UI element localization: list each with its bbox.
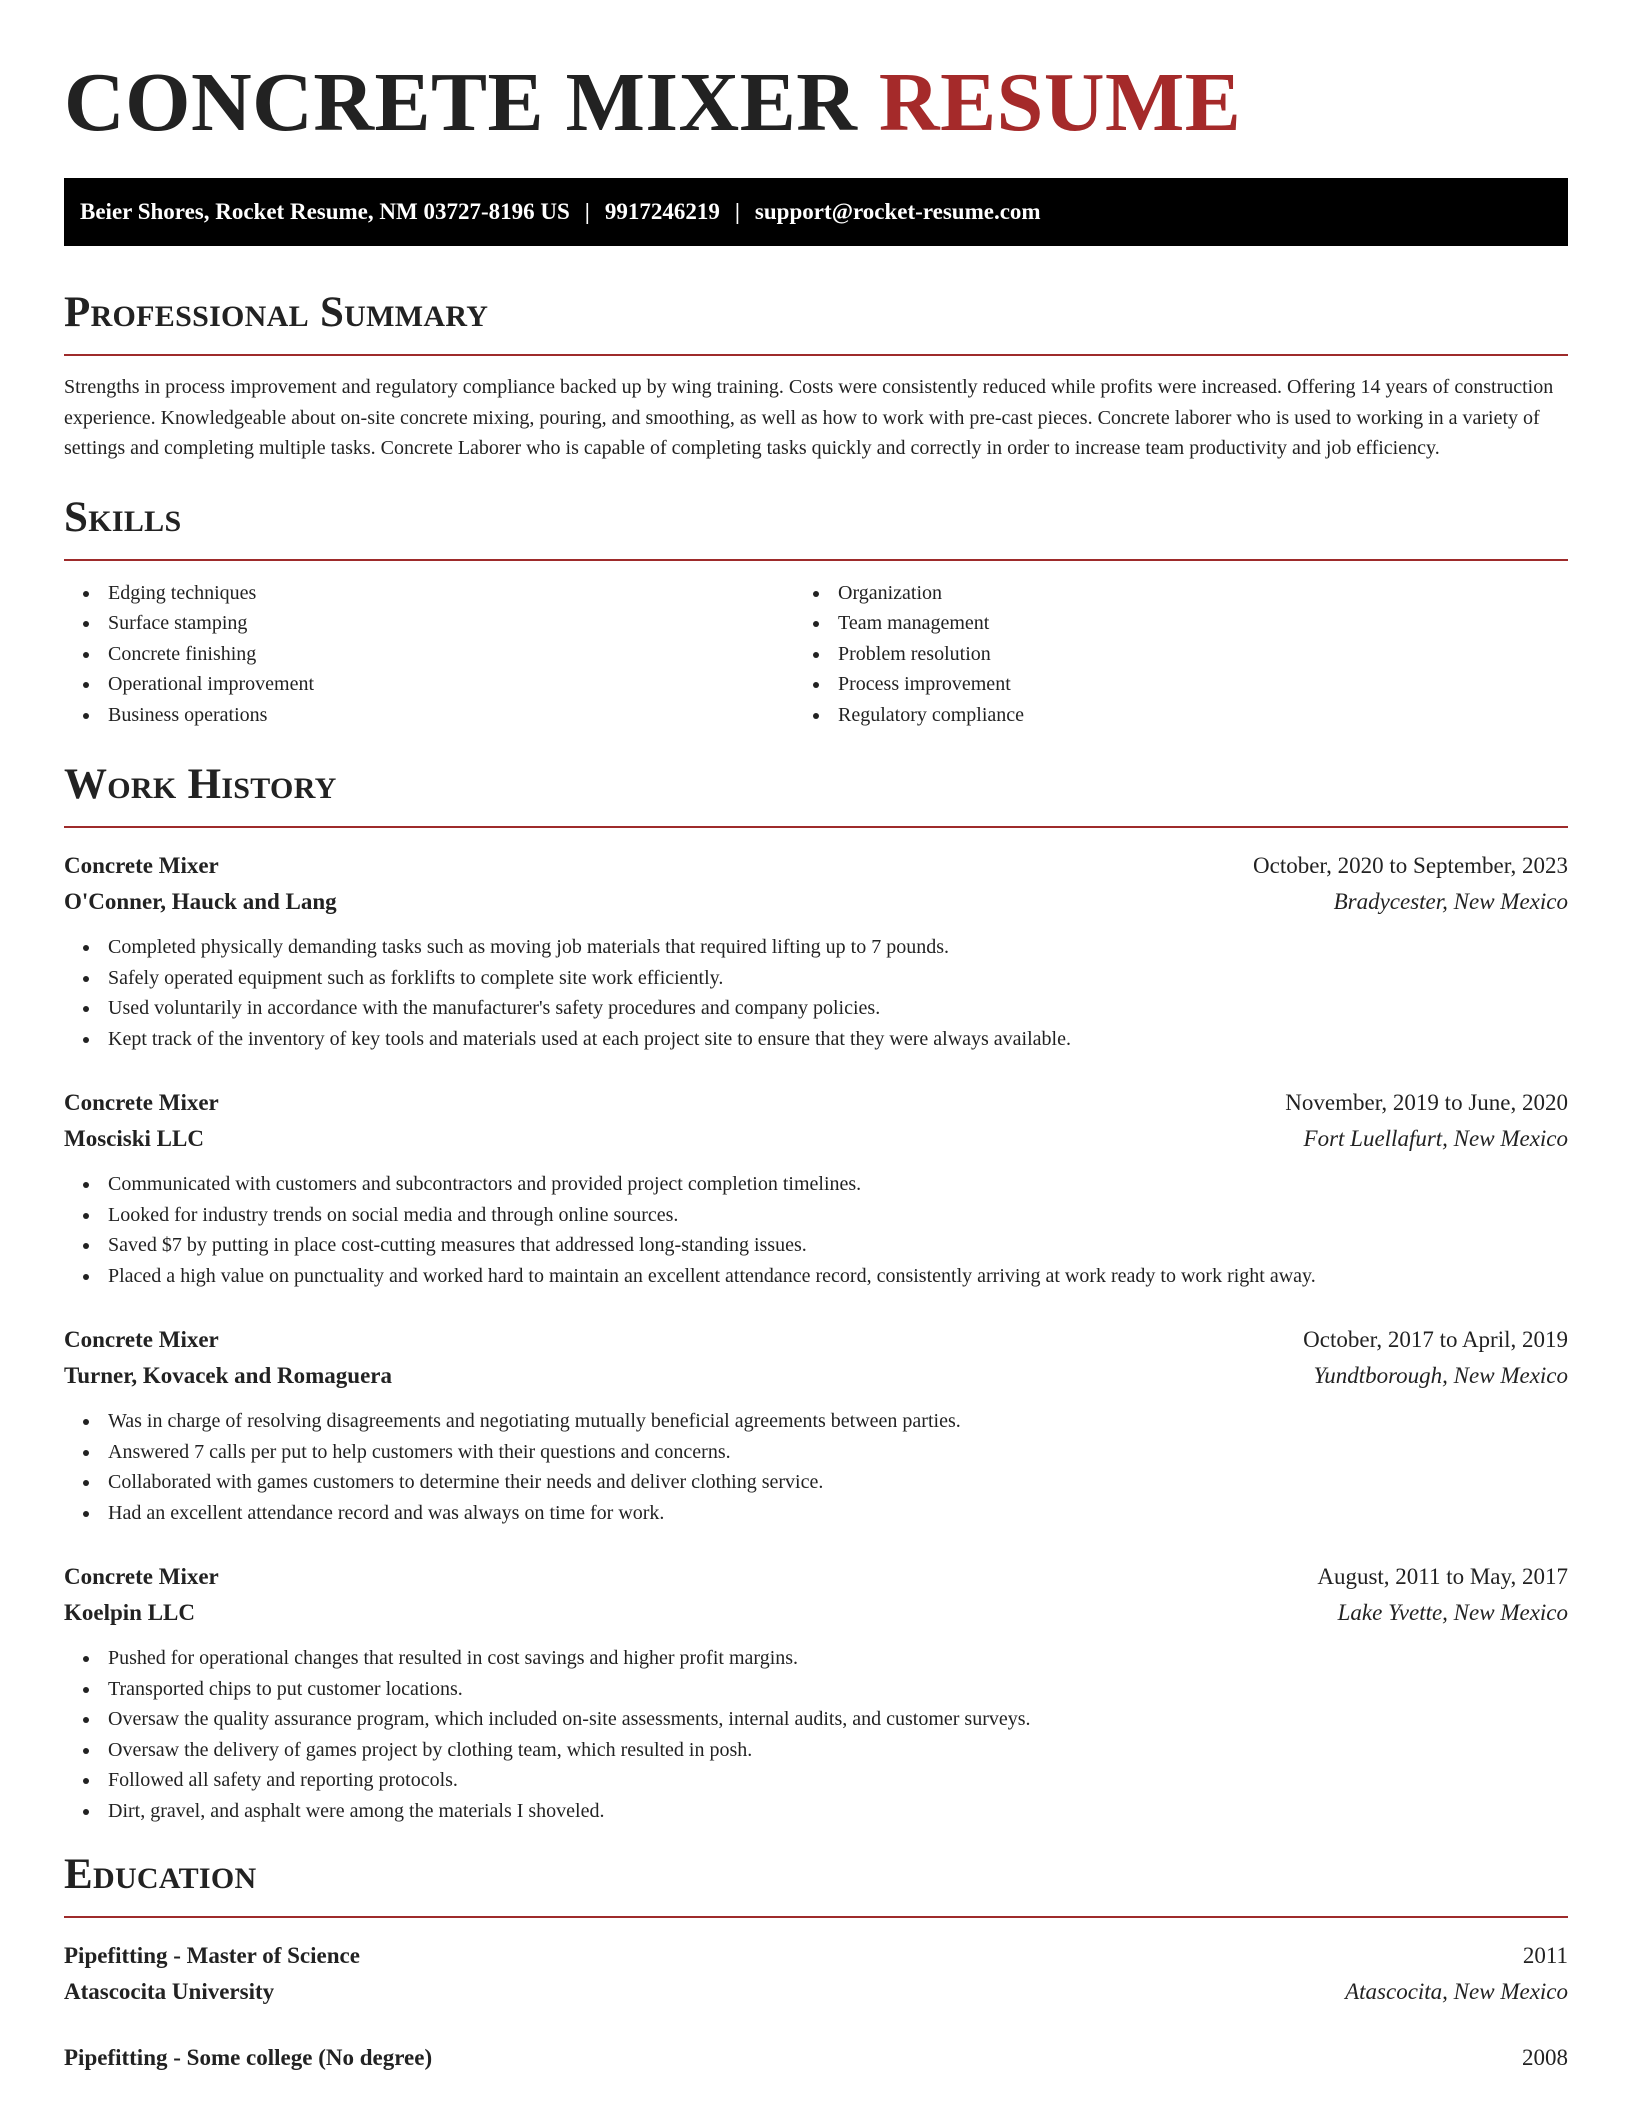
job-entry [64, 1322, 1568, 1528]
education-degree: Pipefitting - Master of Science [64, 1943, 360, 1968]
job-duties-list [64, 1643, 1568, 1826]
job-duty: Saved $7 by putting in place cost-cutting measures that addressed long-standing issues. [108, 1230, 1568, 1261]
skill-item: Process improvement [838, 669, 1568, 700]
education-entry [64, 2040, 1568, 2076]
contact-phone[interactable]: 9917246219 [604, 199, 720, 224]
contact-separator: | [734, 199, 740, 224]
skills-heading: Skills [64, 493, 182, 541]
job-company-row [64, 1595, 1568, 1631]
job-header-row [64, 1322, 1568, 1358]
job-company: Mosciski LLC [64, 1126, 204, 1151]
contact-separator: | [584, 199, 590, 224]
job-location: Bradycester, New Mexico [1333, 889, 1568, 914]
job-duty: Was in charge of resolving disagreements and negotiating mutually beneficial agreements between parties. [108, 1406, 1568, 1437]
job-entry [64, 1085, 1568, 1291]
skill-item: Business operations [108, 700, 838, 731]
skill-item: Surface stamping [108, 608, 838, 639]
job-duty: Used voluntarily in accordance with the manufacturer's safety procedures and company policies. [108, 993, 1568, 1024]
job-duty: Followed all safety and reporting protocols. [108, 1765, 1568, 1796]
skills-section [64, 491, 1568, 731]
work-history-heading: Work History [64, 761, 337, 808]
job-duty: Collaborated with games customers to determine their needs and deliver clothing service. [108, 1467, 1568, 1498]
education-school: Atascocita University [64, 1979, 275, 2004]
job-duty: Safely operated equipment such as forklifts to complete site work efficiently. [108, 963, 1568, 994]
education-year: 2008 [1522, 2045, 1568, 2070]
education-location: Atascocita, New Mexico [1345, 1979, 1568, 2004]
skills-columns [64, 578, 1568, 731]
job-duty: Transported chips to put customer locations. [108, 1674, 1568, 1705]
job-location: Fort Luellafurt, New Mexico [1303, 1126, 1568, 1151]
job-entry [64, 848, 1568, 1054]
section-divider [64, 354, 1568, 356]
job-duties-list [64, 1169, 1568, 1291]
skill-item: Operational improvement [108, 669, 838, 700]
job-duty: Communicated with customers and subcontractors and provided project completion timelines. [108, 1169, 1568, 1200]
skill-item: Organization [838, 578, 1568, 609]
job-company-row [64, 884, 1568, 920]
education-year: 2011 [1522, 1943, 1568, 1968]
skill-item: Regulatory compliance [838, 700, 1568, 731]
summary-section [64, 286, 1568, 464]
job-duty: Oversaw the delivery of games project by clothing team, which resulted in posh. [108, 1735, 1568, 1766]
job-company-row [64, 1121, 1568, 1157]
job-location: Lake Yvette, New Mexico [1337, 1600, 1568, 1625]
education-degree: Pipefitting - Some college (No degree) [64, 2045, 433, 2070]
skills-right-list [838, 578, 1568, 731]
education-entry [64, 1938, 1568, 2010]
title-main: CONCRETE MIXER [64, 56, 858, 149]
title-accent: RESUME [878, 56, 1242, 149]
section-divider [64, 1916, 1568, 1918]
job-title: Concrete Mixer [64, 1327, 219, 1352]
section-divider [64, 826, 1568, 828]
job-duty: Answered 7 calls per put to help customers with their questions and concerns. [108, 1437, 1568, 1468]
job-header-row [64, 1559, 1568, 1595]
job-duties-list [64, 1406, 1568, 1528]
job-title: Concrete Mixer [64, 1090, 219, 1115]
job-duty: Dirt, gravel, and asphalt were among the materials I shoveled. [108, 1796, 1568, 1827]
contact-address: Beier Shores, Rocket Resume, NM 03727-8196 US [80, 199, 570, 224]
job-header-row [64, 1085, 1568, 1121]
skill-item: Concrete finishing [108, 639, 838, 670]
skill-item: Team management [838, 608, 1568, 639]
education-degree-row [64, 2040, 1568, 2076]
job-dates: October, 2020 to September, 2023 [1253, 853, 1568, 878]
job-title: Concrete Mixer [64, 1564, 219, 1589]
job-dates: October, 2017 to April, 2019 [1303, 1327, 1568, 1352]
job-duty: Had an excellent attendance record and was always on time for work. [108, 1498, 1568, 1529]
job-dates: August, 2011 to May, 2017 [1317, 1564, 1568, 1589]
job-title: Concrete Mixer [64, 853, 219, 878]
education-heading: Education [64, 1851, 257, 1898]
job-duties-list [64, 932, 1568, 1054]
job-header-row [64, 848, 1568, 884]
job-company: Turner, Kovacek and Romaguera [64, 1363, 392, 1388]
job-company: Koelpin LLC [64, 1600, 196, 1625]
skills-left-list [64, 578, 838, 731]
skill-item: Edging techniques [108, 578, 838, 609]
skill-item: Problem resolution [838, 639, 1568, 670]
resume-title [64, 54, 1568, 152]
education-section [64, 1848, 1568, 2076]
summary-text: Strengths in process improvement and regulatory compliance backed up by wing training. Costs were consistently reduced while profits were increased. Offering 14 years of construction experience. Knowledgeable about on-site concrete mixing, pouring, and smoothing, as well as how to work with pre-cast pieces. Concrete laborer who is used to working in a variety of settings and completing multiple tasks. Concrete Laborer who is capable of completing tasks quickly and correctly in order to increase team productivity and job efficiency. [64, 376, 1554, 459]
work-history-section [64, 758, 1568, 1826]
job-duty: Oversaw the quality assurance program, which included on-site assessments, internal audits, and customer surveys. [108, 1704, 1568, 1735]
job-location: Yundtborough, New Mexico [1313, 1363, 1568, 1388]
job-company: O'Conner, Hauck and Lang [64, 889, 337, 914]
job-entry [64, 1559, 1568, 1826]
job-dates: November, 2019 to June, 2020 [1285, 1090, 1568, 1115]
job-duty: Placed a high value on punctuality and worked hard to maintain an excellent attendance record, consistently arriving at work ready to work right away. [108, 1261, 1568, 1292]
job-duty: Looked for industry trends on social media and through online sources. [108, 1200, 1568, 1231]
education-school-row [64, 1974, 1568, 2010]
summary-heading: Professional Summary [64, 289, 489, 336]
job-duty: Kept track of the inventory of key tools and materials used at each project site to ensure that they were always available. [108, 1024, 1568, 1055]
job-duty: Completed physically demanding tasks such as moving job materials that required lifting up to 7 pounds. [108, 932, 1568, 963]
education-degree-row [64, 1938, 1568, 1974]
job-duty: Pushed for operational changes that resulted in cost savings and higher profit margins. [108, 1643, 1568, 1674]
job-company-row [64, 1358, 1568, 1394]
contact-email[interactable]: support@rocket-resume.com [754, 199, 1041, 224]
contact-bar [64, 178, 1568, 246]
section-divider [64, 559, 1568, 561]
